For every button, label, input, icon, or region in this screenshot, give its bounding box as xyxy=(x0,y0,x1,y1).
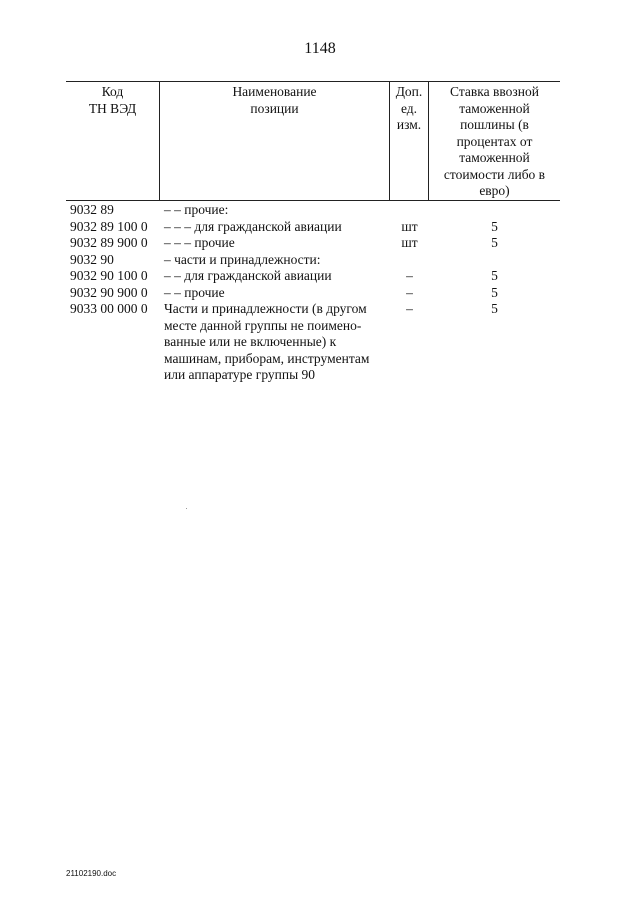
table-row xyxy=(66,252,560,269)
row-code: 9032 90 900 0 xyxy=(70,284,148,300)
row-rate: 5 xyxy=(491,301,498,316)
row-code: 9032 90 xyxy=(70,251,114,267)
row-unit xyxy=(390,252,429,269)
row-unit: – xyxy=(406,301,413,316)
header-code-label: Код ТН ВЭД xyxy=(88,84,137,116)
row-name: – – для гражданской авиации xyxy=(164,268,332,283)
tariff-table xyxy=(66,81,560,384)
row-name: – – прочие: xyxy=(164,202,229,217)
header-unit xyxy=(390,82,429,200)
table-row xyxy=(66,301,560,384)
table-row xyxy=(66,235,560,252)
row-name: – – прочие xyxy=(164,284,225,300)
header-rate-label: Ставка ввозной таможенной пошлины (в процентах от таможенной стоимости либо в евро) xyxy=(443,84,546,198)
row-unit: шт xyxy=(401,218,418,234)
row-rate: 5 xyxy=(491,218,498,234)
header-rate xyxy=(429,82,560,200)
table-row xyxy=(66,285,560,302)
header-code xyxy=(66,82,160,200)
row-rate: 5 xyxy=(491,284,498,300)
header-name xyxy=(160,82,390,200)
row-rate: 5 xyxy=(491,268,498,283)
table-row xyxy=(66,202,560,219)
row-code: 9032 90 100 0 xyxy=(70,268,148,283)
row-code: 9033 00 000 0 xyxy=(70,301,148,316)
page-number: 1148 xyxy=(304,40,336,57)
row-unit: – xyxy=(406,268,413,283)
row-name: Части и принадлежности (в другом месте данной группы не поимено-ванные или не включенные) к машинам, приборам, инструментам или аппаратуре группы 90 xyxy=(164,301,370,382)
table-row xyxy=(66,268,560,285)
table-header xyxy=(66,81,560,201)
row-code: 9032 89 900 0 xyxy=(70,235,148,250)
row-code: 9032 89 xyxy=(70,202,114,217)
scan-speck xyxy=(186,508,187,509)
row-unit xyxy=(390,202,429,219)
row-unit: шт xyxy=(401,235,418,250)
table-row xyxy=(66,219,560,236)
row-rate xyxy=(429,202,560,219)
row-name: – – – для гражданской авиации xyxy=(164,218,342,234)
header-name-label: Наименование позиции xyxy=(232,84,317,116)
header-unit-label: Доп. ед. изм. xyxy=(395,84,423,132)
row-code: 9032 89 100 0 xyxy=(70,218,148,234)
table-body xyxy=(66,201,560,384)
row-name: – – – прочие xyxy=(164,235,235,250)
file-name-footer: 21102190.doc xyxy=(66,869,117,878)
row-name: – части и принадлежности: xyxy=(164,251,321,267)
row-rate xyxy=(429,252,560,269)
row-rate: 5 xyxy=(491,235,498,250)
row-unit: – xyxy=(406,284,413,300)
